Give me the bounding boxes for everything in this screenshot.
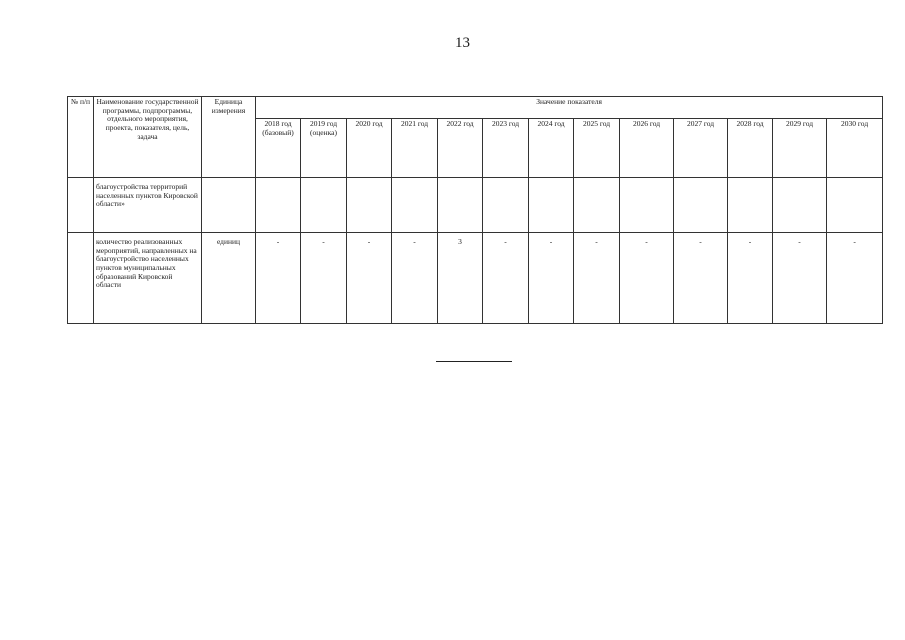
row-name: благоустройства территорий населенных пунктов Кировской области»	[94, 178, 202, 233]
header-year: 2024 год	[529, 119, 574, 178]
value-cell	[392, 178, 438, 233]
value-cell: 3	[438, 233, 483, 324]
header-year: 2029 год	[773, 119, 827, 178]
value-cell: -	[347, 233, 392, 324]
value-cell: -	[773, 233, 827, 324]
value-cell: -	[674, 233, 728, 324]
value-cell	[301, 178, 347, 233]
header-unit: Единица измерения	[202, 97, 256, 178]
value-cell	[574, 178, 620, 233]
value-cell	[483, 178, 529, 233]
header-year: 2019 год (оценка)	[301, 119, 347, 178]
closing-line	[436, 361, 512, 362]
value-cell: -	[529, 233, 574, 324]
value-cell	[827, 178, 883, 233]
table-row	[68, 178, 883, 233]
value-cell: -	[483, 233, 529, 324]
indicators-table	[67, 96, 883, 324]
row-unit	[202, 178, 256, 233]
page-number: 13	[455, 35, 470, 51]
value-cell	[529, 178, 574, 233]
header-year: 2027 год	[674, 119, 728, 178]
value-cell: -	[827, 233, 883, 324]
header-year: 2023 год	[483, 119, 529, 178]
header-year: 2022 год	[438, 119, 483, 178]
header-year: 2030 год	[827, 119, 883, 178]
header-name: Наименование государственной программы, подпрограммы, отдельного мероприятия, проекта, показателя, цель, задача	[94, 97, 202, 178]
value-cell: -	[301, 233, 347, 324]
value-cell: -	[256, 233, 301, 324]
table-row	[68, 233, 883, 324]
value-cell	[256, 178, 301, 233]
value-cell: -	[728, 233, 773, 324]
header-year: 2025 год	[574, 119, 620, 178]
value-cell: -	[620, 233, 674, 324]
value-cell	[347, 178, 392, 233]
header-year: 2021 год	[392, 119, 438, 178]
header-year: 2020 год	[347, 119, 392, 178]
value-cell	[773, 178, 827, 233]
row-unit: единиц	[202, 233, 256, 324]
value-cell	[674, 178, 728, 233]
value-cell	[728, 178, 773, 233]
header-row-top	[68, 97, 883, 119]
value-cell: -	[392, 233, 438, 324]
value-cell	[620, 178, 674, 233]
header-year: 2028 год	[728, 119, 773, 178]
row-num	[68, 178, 94, 233]
header-year: 2026 год	[620, 119, 674, 178]
row-num	[68, 233, 94, 324]
header-year: 2018 год (базовый)	[256, 119, 301, 178]
row-name: количество реализованных мероприятий, направленных на благоустройство населенных пунктов муниципальных образований Кировской области	[94, 233, 202, 324]
value-cell: -	[574, 233, 620, 324]
value-cell	[438, 178, 483, 233]
header-num: № п/п	[68, 97, 94, 178]
header-indicator-value: Значение показателя	[256, 97, 883, 119]
